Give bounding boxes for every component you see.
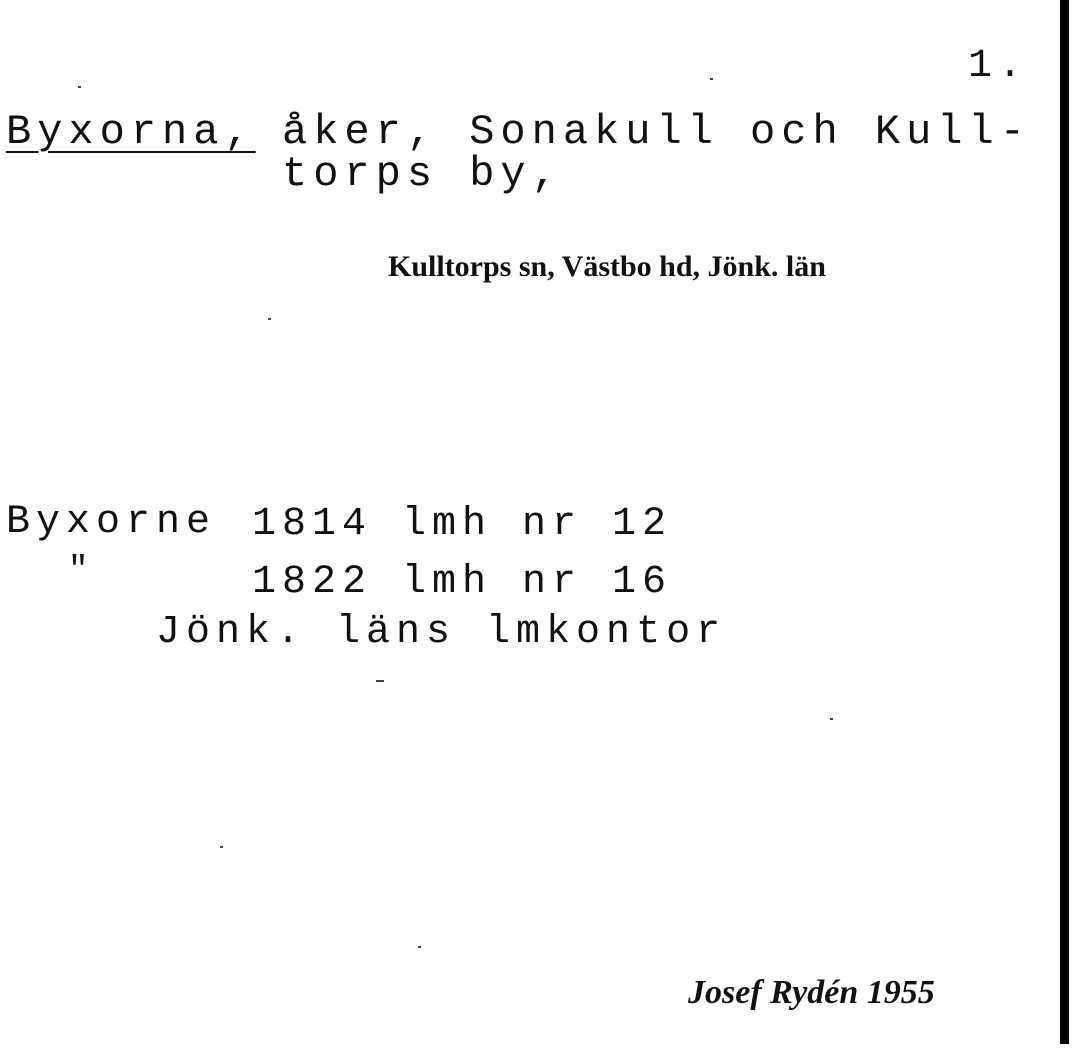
- place-description-line-1: åker, Sonakull och Kull-: [282, 108, 1031, 156]
- scan-speck: [220, 846, 223, 848]
- card-edge-rule: [1060, 0, 1069, 1044]
- source-2-detail: 1822 lmh nr 16: [252, 560, 673, 605]
- scan-speck: [78, 86, 81, 88]
- scan-speck: [268, 318, 271, 320]
- scan-speck: [418, 946, 421, 948]
- author-signature: Josef Rydén 1955: [688, 974, 935, 1011]
- parish-district-county: Kulltorps sn, Västbo hd, Jönk. län: [388, 250, 826, 283]
- source-3-detail: Jönk. läns lmkontor: [156, 610, 727, 655]
- scan-speck: [710, 78, 713, 80]
- place-name-heading: Byxorna,: [6, 108, 256, 156]
- source-1-detail: 1814 lmh nr 12: [252, 502, 673, 547]
- scan-speck: [830, 718, 833, 720]
- card-number: 1.: [968, 44, 1029, 89]
- scan-speck: [376, 680, 384, 682]
- place-description-line-2: torps by,: [282, 150, 563, 198]
- source-2-ditto-mark: ": [68, 552, 95, 590]
- source-1-name: Byxorne: [6, 500, 217, 545]
